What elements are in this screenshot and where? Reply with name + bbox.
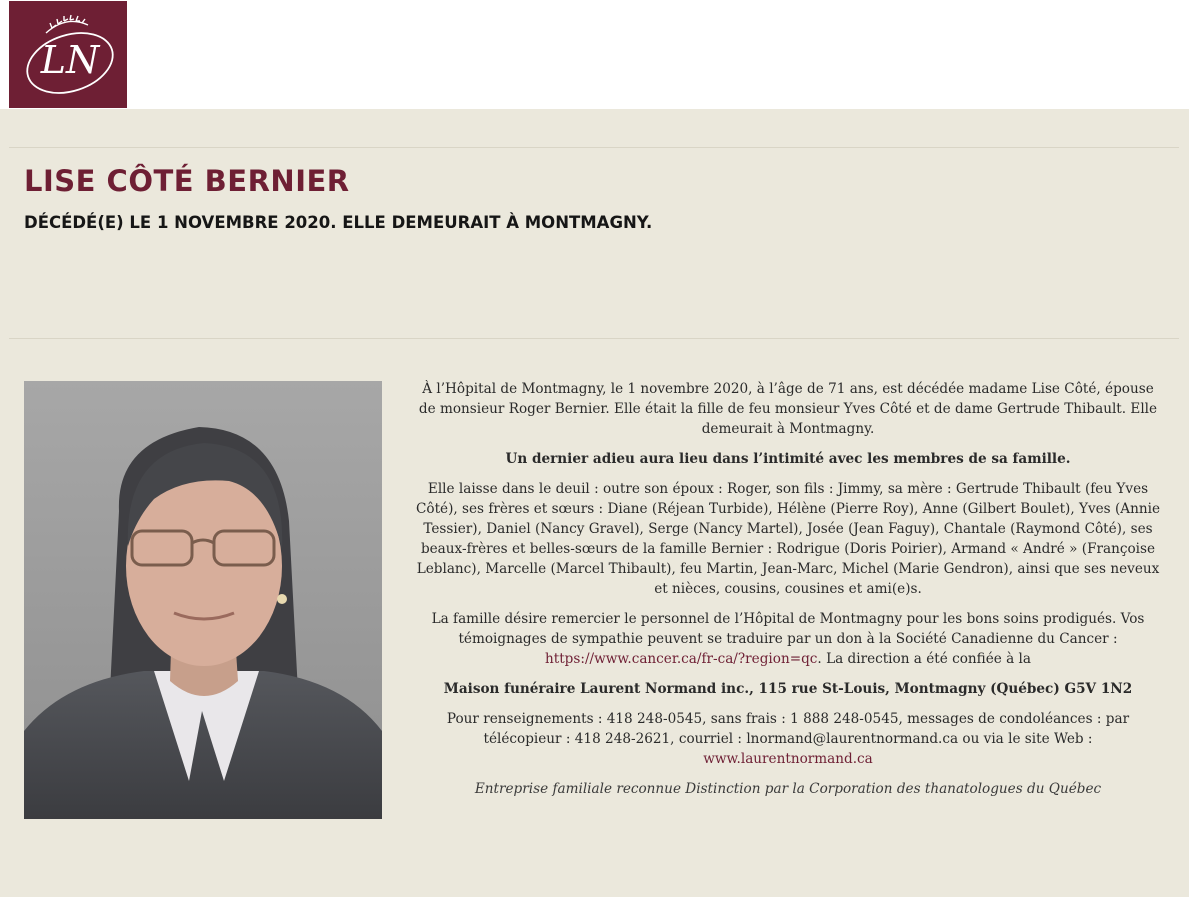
funeral-home-address: Maison funéraire Laurent Normand inc., 115 rue St-Louis, Montmagny (Québec) G5V 1N2 [443, 681, 1133, 697]
death-date-line: DÉCÉDÉ(E) LE 1 NOVEMBRE 2020. ELLE DEMEURAIT À MONTMAGNY. [24, 213, 653, 232]
contact-text: Pour renseignements : 418 248-0545, sans frais : 1 888 248-0545, messages de condoléances : par télécopieur : 418 248-2621, courriel : lnormand@laurentnormand.ca ou via le site Web : [446, 711, 1130, 747]
farewell-paragraph: Un dernier adieu aura lieu dans l’intimité avec les membres de sa famille. [505, 451, 1071, 467]
wheat-sprig-icon [46, 15, 88, 33]
thanks-text: La famille désire remercier le personnel de l’Hôpital de Montmagny pour les bons soins prodigués. Vos témoignages de sympathie peuvent se traduire par un don à la Société Canadienne du Cancer : [431, 611, 1145, 647]
website-link[interactable]: www.laurentnormand.ca [703, 751, 873, 767]
donation-link[interactable]: https://www.cancer.ca/fr-ca/?region=qc [545, 651, 818, 667]
contact-paragraph [412, 709, 1164, 769]
brand-logo[interactable] [9, 1, 127, 108]
thanks-text-end: . La direction a été confiée à la [817, 651, 1031, 667]
divider-top [9, 147, 1179, 148]
obituary-page [0, 109, 1189, 897]
intro-paragraph: À l’Hôpital de Montmagny, le 1 novembre 2020, à l’âge de 71 ans, est décédée madame Lise Côté, épouse de monsieur Roger Bernier. Elle était la fille de feu monsieur Yves Côté et de dame Gertrude Thibault. Elle demeurait à Montmagny. [418, 381, 1158, 437]
thanks-paragraph [412, 609, 1164, 669]
ln-monogram-logo [16, 9, 120, 101]
site-header [0, 0, 1189, 109]
logo-letters: LN [40, 37, 100, 82]
distinction-note: Entreprise familiale reconnue Distinction par la Corporation des thanatologues du Québec [474, 781, 1102, 797]
deceased-photo[interactable] [24, 381, 382, 819]
obituary-text [412, 379, 1164, 809]
survivors-paragraph: Elle laisse dans le deuil : outre son époux : Roger, son fils : Jimmy, sa mère : Gertrude Thibault (feu Yves Côté), ses frères et sœurs : Diane (Réjean Turbide), Hélène (Pierre Roy), Anne (Gilbert Boulet), Yves (Annie Tessier), Daniel (Nancy Gravel), Serge (Nancy Martel), Josée (Jean Faguy), Chantale (Raymond Côté), ses beaux-frères et belles-sœurs de la famille Bernier : Rodrigue (Doris Poirier), Armand « André » (Françoise Leblanc), Marcelle (Marcel Thibault), feu Martin, Jean-Marc, Michel (Marie Gendron), ainsi que ses neveux et nièces, cousins, cousines et ami(e)s. [415, 481, 1160, 597]
divider-bottom [9, 338, 1179, 339]
deceased-name: LISE CÔTÉ BERNIER [24, 164, 350, 198]
